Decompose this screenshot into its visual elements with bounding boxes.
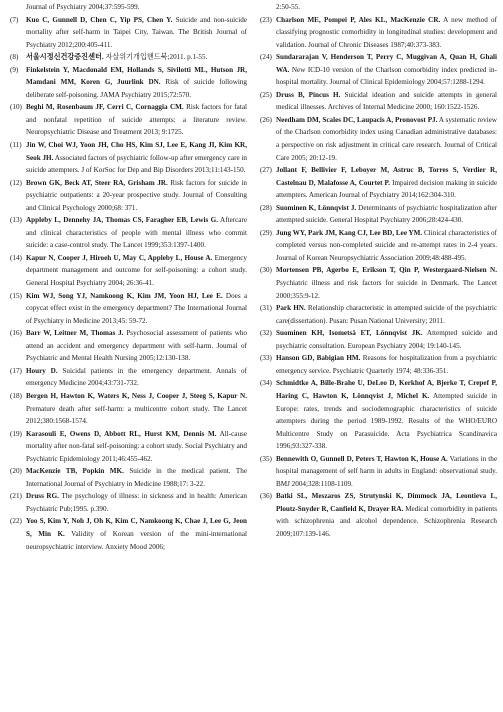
reference-text: Attempted suicide and psychiatric consultation. European Psychiatry 2004; 19:140-145. [276, 329, 498, 350]
reference-entry [260, 302, 497, 327]
reference-entry [10, 64, 247, 102]
reference-authors: MacKenzie TB, Popkin MK. [26, 467, 124, 476]
reference-text: All-cause mortality after non-fatal self-poisoning: a cohort study. Social Psychiatry and Psychiatric Epidemiology 2011;46:455-462. [26, 429, 247, 463]
reference-number: (23) [260, 15, 272, 24]
reference-authors: Barr W, Leitner M, Thomas J. [26, 329, 124, 338]
reference-authors: Hanson GD, Babigian HM. [276, 354, 361, 363]
right-reference-column [260, 1, 497, 553]
reference-authors: Houry D. [26, 366, 58, 375]
reference-entry [260, 453, 497, 491]
reference-entry [10, 101, 247, 139]
reference-text: New ICD-10 version of the Charlson comorbidity index predicted in-hospital mortality. Journal of Clinical Epidemiology 2004;57:1288-1294. [276, 65, 497, 87]
reference-number: (17) [10, 366, 22, 375]
reference-entry [10, 428, 247, 466]
reference-entry [260, 14, 497, 52]
reference-text: Relationship characteristic in attempted suicide of the psychiatric care(dissertation). Pusan: Pusan National University; 2011. [276, 304, 497, 325]
reference-authors: Suominen K, Lönnqvist J. [276, 203, 357, 212]
reference-number: (32) [260, 329, 272, 338]
reference-authors: Appleby L, Dennehy JA, Thomas CS, Faragher EB, Lewis G. [26, 216, 219, 225]
reference-number: (21) [10, 492, 22, 501]
reference-authors: Bennewith O, Gunnell D, Peters T, Hawton K, House A. [276, 454, 448, 463]
reference-text: Determinants of psychiatric hospitalization after attempted suicide. General Hospital Psychiatry 2006;28:424-430. [276, 203, 497, 225]
reference-number: (7) [10, 15, 19, 24]
reference-authors: Yoo S, Kim Y, Noh J, Oh K, Kim C, Namkoong K, Chae J, Lee G, Jeon S, Min K. [26, 517, 247, 538]
left-reference-column [10, 1, 247, 553]
reference-entry [260, 377, 497, 452]
reference-text: Variations in the hospital management of self harm in adults in England: observational study. BMJ 2004;328:1108-1109. [276, 454, 497, 488]
reference-number: (19) [10, 429, 22, 438]
reference-number: (29) [260, 228, 272, 237]
reference-number: (22) [10, 517, 22, 526]
reference-entry [260, 490, 497, 540]
reference-authors: Sundararajan V, Henderson T, Perry C, Muggivan A, Quan H, Ghali WA. [276, 53, 497, 74]
reference-entry [260, 51, 497, 89]
reference-entry [260, 114, 497, 164]
reference-number: (16) [10, 329, 22, 338]
reference-text: Suicidal ideation and suicide attempts in general medical illnesses. Archives of Internal Medicine 2000; 160:1522-1526. [276, 90, 497, 112]
reference-number: (8) [10, 53, 19, 62]
reference-entry [260, 89, 497, 114]
reference-entry [10, 139, 247, 177]
reference-continuation [260, 1, 497, 14]
reference-text: Aftercare and clinical characteristics of people with mental illness who commit suicide: a case-control study. The Lancet 1999;353:1397-1400. [26, 216, 248, 250]
reference-number: (31) [260, 304, 272, 313]
reference-number: (34) [260, 379, 272, 388]
reference-number: (30) [260, 266, 272, 275]
reference-number: (35) [260, 454, 272, 463]
reference-text: Premature death after self-harm: a multicentre cohort study. The Lancet 2012;380:1568-1574. [26, 404, 247, 426]
reference-text: Medical comorbidity in patients with schizophrenia and alcohol dependence. Schizophrenia Research 2009;107:139-146. [276, 504, 497, 538]
reference-text: Reasons for hospitalization from a psychiatric emergency service. Psychiatric Quarterly 1974; 48:336-351. [276, 354, 497, 375]
reference-number: (14) [10, 253, 22, 262]
reference-text: Risk factors for fatal and nonfatal repetition of suicide attempts: a literature review. Neuropsychiatric Disease and Treatment 2013; 9:1725. [26, 103, 247, 137]
reference-entry [10, 14, 247, 52]
reference-number: (15) [10, 291, 22, 300]
reference-text: The psychology of illness: in sickness and in health: American Psychiatric Pub;1995. p.390. [26, 492, 247, 513]
reference-authors: Beghi M, Rosenbaum JF, Cerri C, Cornaggia CM. [26, 103, 184, 112]
reference-number: (20) [10, 467, 22, 476]
reference-text: Attempted suicide in Europe: rates, trends and sociodemographic characteristics of suicide attempters during the period 1989-1992. Results of the WHO/EURO Multicentre Study on Parasuicide. Acta Psychiatrica Scandinavica 1996;93:327-338. [276, 391, 498, 451]
reference-text: Clinical characteristics of completed versus non-completed suicide and re-attempt rates in 2-4 years. Journal of Korean Neuropsychiatric Association 2009;48:488-495. [276, 228, 497, 262]
reference-authors: Mortensen PB, Agerbo E, Erikson T, Qin P, Westergaard-Nielsen N. [276, 266, 497, 275]
reference-entry [10, 327, 247, 365]
reference-text: Risk factors for suicide in psychiatric outpatients: a 20-year prospective study. Journal of Consulting and Clinical Psychology 2000;68: 371. [26, 178, 248, 212]
reference-authors: Kim WJ, Song YJ, Namkoong K, Kim JM, Yoon HJ, Lee E. [26, 291, 223, 300]
reference-text: A systematic review of the Charlson comorbidity index using Canadian administrative databases: a perspective on risk adjustment in critical care research. Journal of Critical Care 2005; 20:12-19. [276, 115, 498, 162]
reference-number: (11) [10, 141, 22, 150]
reference-authors: Karasouli E, Owens D, Abbott RL, Hurst KM, Dennis M. [26, 429, 217, 438]
reference-number: (12) [10, 178, 22, 187]
reference-number: (33) [260, 354, 272, 363]
reference-text: Associated factors of psychiatric follow-up after emergency care in suicide attempters. J of KorSoc for Dep and Bip Disorders 2013;11:143-150. [26, 153, 247, 175]
reference-number: (18) [10, 391, 22, 400]
reference-number: (36) [260, 492, 272, 501]
reference-authors: 서울시정신건강증진센터. [26, 53, 104, 62]
reference-entry [260, 352, 497, 377]
reference-number: (25) [260, 90, 272, 99]
reference-authors: Jung WY, Park JM, Kang CJ, Lee BD, Lee YM. [276, 228, 423, 237]
reference-authors: Jin W, Choi WJ, Yoon JH, Cho HS, Kim SJ, Lee E, Kang JI, Kim KR, Seok JH. [26, 141, 247, 162]
reference-authors: Kuo C, Gunnell D, Chen C, Yip PS, Chen Y. [26, 15, 173, 24]
reference-authors: Schmidtke A, Bille-Brahe U, DeLeo D, Kerkhof A, Bjerke T, Crepef P, Haring C, Hawton K, Lönnqvist J, Michel K. [276, 379, 497, 400]
reference-entry [10, 515, 247, 553]
reference-number: (13) [10, 216, 22, 225]
reference-entry [10, 252, 247, 290]
reference-number: (27) [260, 166, 272, 175]
reference-text: Journal of Psychiatry 2004;37:595-599. [26, 3, 140, 11]
reference-entry [10, 290, 247, 328]
reference-entry [10, 365, 247, 390]
reference-text: Emergency department management and outcome for self-poisoning: a cohort study. General Hospital Psychiatry 2004; 26:36-41. [26, 253, 247, 288]
reference-number: (28) [260, 203, 272, 212]
reference-entry [10, 390, 247, 428]
reference-text: Suicide in the medical patient. The International Journal of Psychiatry in Medicine 1988;17: 3-22. [26, 467, 247, 488]
reference-text: 2:50-55. [276, 3, 300, 11]
reference-number: (10) [10, 103, 22, 112]
reference-authors: Finkelstein Y, Macdonald EM, Hollands S, Sivilotti ML, Hutson JR, Mamdani MM, Koren G, Juurlink DN. [26, 65, 247, 87]
reference-text: Suicide and non-suicide mortality after self-harm in Taipei City, Taiwan. The British Journal of Psychiatry 2012;200:405-411. [26, 15, 247, 49]
reference-authors: Bergen H, Hawton K, Waters K, Ness J, Cooper J, Steeg S, Kapur N. [26, 391, 247, 400]
reference-authors: Suominen KH, Isometsä ET, Lönnqvist JK. [276, 329, 423, 338]
reference-number: (9) [10, 65, 19, 74]
reference-entry [260, 164, 497, 202]
reference-entry [260, 227, 497, 265]
reference-text: A new method of classifying prognostic comorbidity in longitudinal studies: development and validation. Journal of Chronic Diseases 1987;40:373-383. [276, 15, 497, 49]
reference-text: Does a copycat effect exist in the emergency department? The International Journal of Psychiatry in Medicine 2013;45: 59-72. [26, 291, 248, 325]
reference-text: Risk of suicide following deliberate self-poisoning. JAMA Psychiatry 2015;72:570. [26, 78, 247, 99]
reference-authors: Batki SL, Meszaros ZS, Strutynski K, Dimmock JA, Leontieva L, Ploutz-Snyder R, Canfield K, Drayer RA. [276, 492, 497, 513]
reference-number: (26) [260, 115, 272, 124]
reference-authors: Druss B, Pincus H. [276, 90, 341, 99]
reference-entry [260, 327, 497, 352]
reference-text: Impaired decision making in suicide attempters. American Journal of Psychiatry 2014;162:304-310. [276, 178, 497, 200]
reference-entry [10, 214, 247, 252]
reference-continuation [10, 1, 247, 14]
reference-text: Psychosocial assessment of patients who attend an accident and emergency department with self-harm. Journal of Psychiatric and Mental Health Nursing 2005;12:130-138. [26, 329, 247, 363]
reference-authors: Charlson ME, Pompei P, Ales KL, MacKenzie CR. [276, 15, 441, 24]
reference-text: Suicidal patients in the emergency department. Annals of emergency Medicine 2004;43:731-732. [26, 366, 247, 388]
reference-authors: Druss RG. [26, 492, 59, 501]
reference-authors: Brown GK, Beck AT, Steer RA, Grisham JR. [26, 178, 168, 187]
reference-entry [260, 202, 497, 227]
reference-authors: Kapur N, Cooper J, Hiroeh U, May C, Appleby L, House A. [26, 253, 213, 262]
reference-entry [10, 177, 247, 215]
reference-text: Psychiatric illness and risk factors for suicide in Denmark. The Lancet 2000;355:9-12. [276, 279, 497, 300]
reference-entry [10, 490, 247, 515]
reference-columns [10, 1, 497, 553]
reference-text: Validity of Korean version of the mini-international neuropsychiatric interview. Anxiety Mood 2006; [26, 529, 247, 551]
reference-authors: Jollant F, Bellivier F, Leboyer M, Astruc B, Torres S, Verdier R, Castelnau D, Malafosse A, Courtet P. [276, 166, 497, 187]
reference-entry [10, 465, 247, 490]
reference-number: (24) [260, 53, 272, 62]
reference-text: 자살위기개입핸드북;2011. p.1-55. [103, 53, 208, 62]
reference-authors: Needham DM, Scales DC, Laupacis A, Pronovost PJ. [276, 115, 438, 124]
reference-entry [260, 264, 497, 302]
reference-entry [10, 51, 247, 64]
reference-authors: Park HN. [276, 304, 306, 313]
